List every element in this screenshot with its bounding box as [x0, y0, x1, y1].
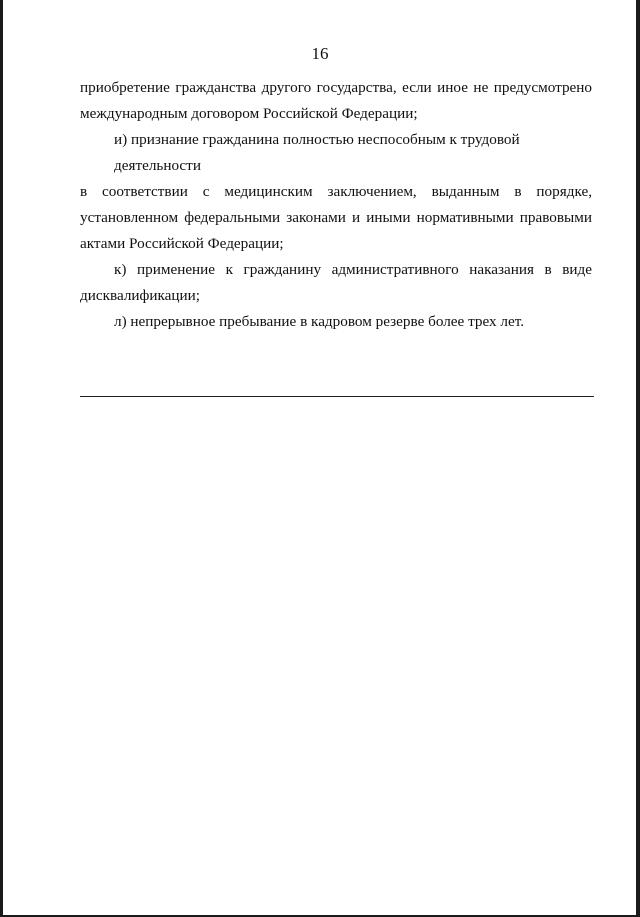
page-number: 16 — [311, 44, 329, 63]
text-line: актами Российской Федерации; — [80, 235, 284, 252]
scan-edge-right — [636, 0, 640, 917]
scan-edge-left — [0, 0, 3, 917]
paragraph-citizenship — [80, 75, 592, 127]
text-line: международным договором Российской Федерации; — [80, 105, 418, 122]
paragraph-item-i — [80, 127, 592, 257]
text-line: и) признание гражданина полностью неспособным к трудовой деятельности — [114, 131, 520, 174]
text-line: дисквалификации; — [80, 287, 200, 304]
text-line: л) непрерывное пребывание в кадровом резерве более трех лет. — [114, 313, 525, 330]
text-line: приобретение гражданства другого государства, если иное не предусмотрено — [80, 79, 592, 96]
paragraph-item-k — [80, 257, 592, 309]
text-line: установленном федеральными законами и иными нормативными правовыми — [80, 209, 592, 226]
document-body — [80, 75, 592, 335]
text-line: к) применение к гражданину административного наказания в виде — [114, 261, 592, 278]
paragraph-item-l — [80, 309, 592, 335]
horizontal-rule — [80, 396, 594, 397]
text-line: в соответствии с медицинским заключением, выданным в порядке, — [80, 183, 592, 200]
